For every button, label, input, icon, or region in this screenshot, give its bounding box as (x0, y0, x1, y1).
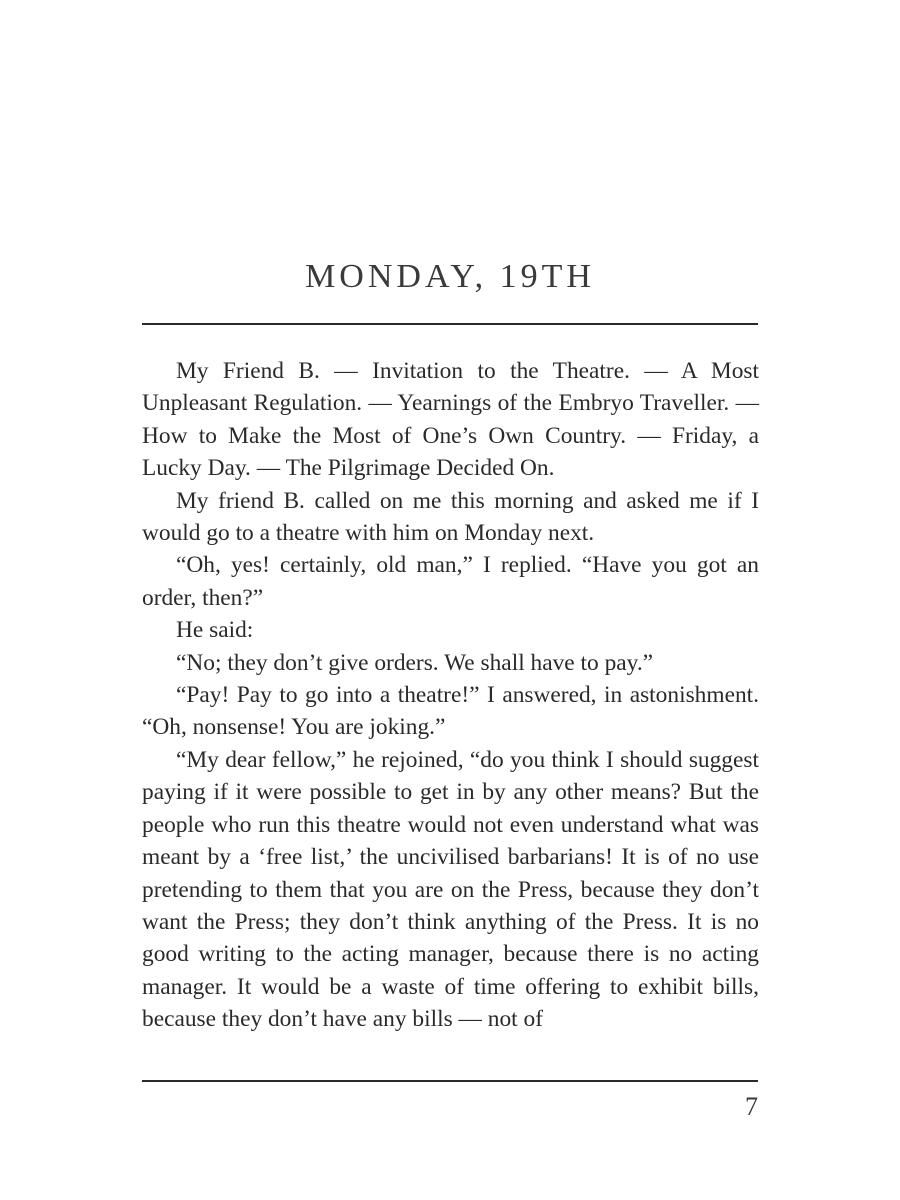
paragraph: My friend B. called on me this morning and asked me if I would go to a theatre with him on Monday next. (142, 487, 759, 547)
footer-rule (142, 1080, 758, 1082)
chapter-title: MONDAY, 19TH (305, 258, 595, 295)
paragraph: “No; they don’t give orders. We shall have to pay.” (176, 649, 654, 676)
body-text (142, 355, 759, 1036)
paragraph: “Oh, yes! certainly, old man,” I replied. “Have you got an order, then?” (142, 552, 759, 611)
paragraph-summary: My Friend B. — Invitation to the Theatre. — A Most Unpleasant Regulation. — Yearnings of the Embryo Traveller. — How to Make the Most of One’s Own Country. — Friday, a Lucky Day. — The Pilgrimage Decided On. (142, 358, 759, 482)
paragraph: He said: (176, 617, 254, 644)
paragraph: “Pay! Pay to go into a theatre!” I answered, in astonishment. “Oh, nonsense! You are joking.” (142, 682, 759, 741)
paragraph: “My dear fellow,” he rejoined, “do you think I should suggest paying if it were possible to get in by any other means? But the people who run this theatre would not even understand what was meant by a ‘free list,’ the uncivilised barbarians! It is of no use pretending to them that you are on the Press, because they don’t want the Press; they don’t think anything of the Press. It is no good writing to the acting manager, because there is no acting manager. It would be a waste of time offering to exhibit bills, because they don’t have any bills — not of (142, 746, 759, 1033)
header-rule (142, 323, 758, 325)
page-number: 7 (745, 1092, 758, 1121)
